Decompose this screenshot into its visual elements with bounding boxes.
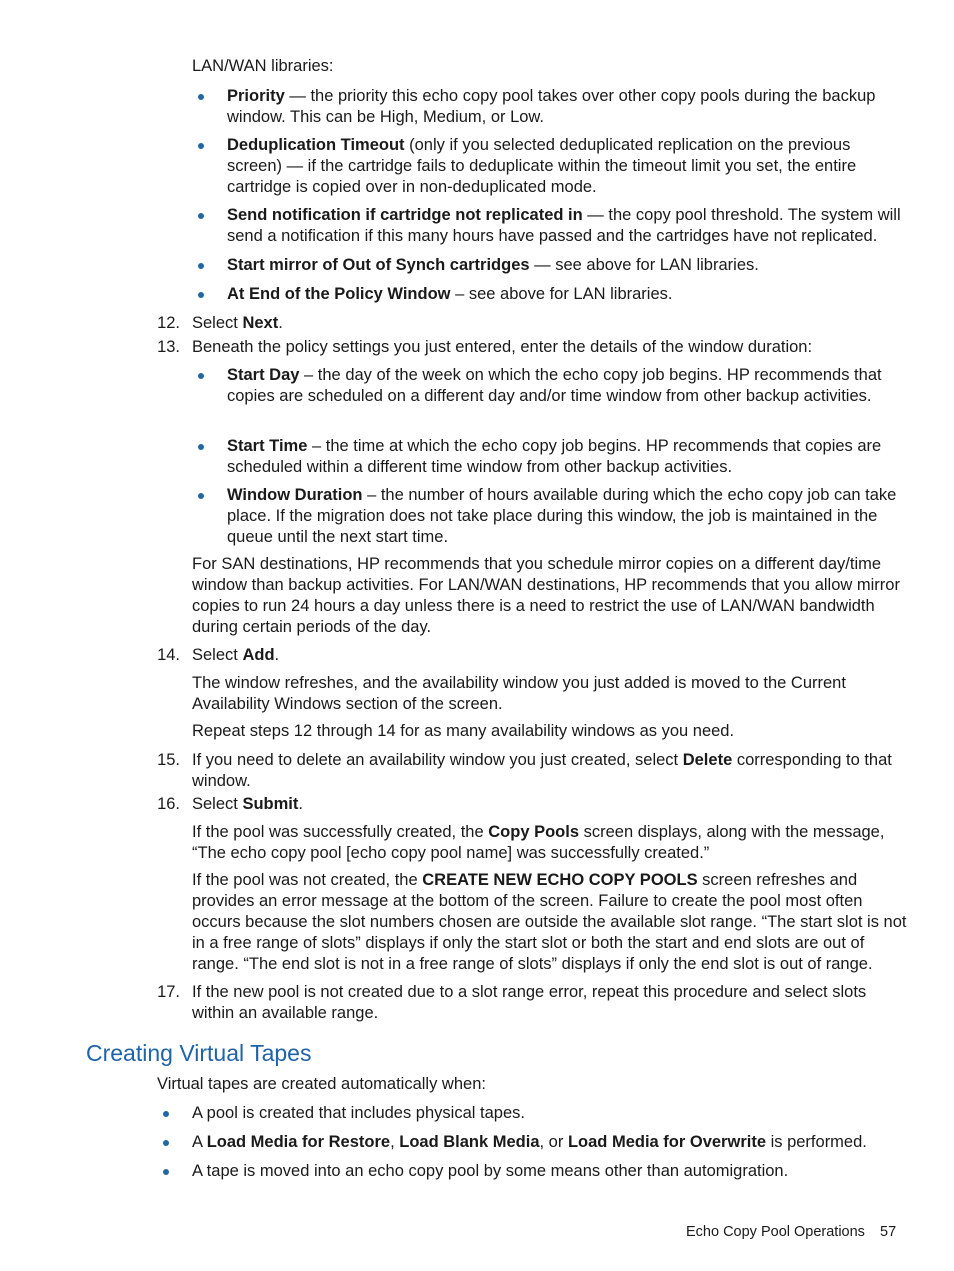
bullet-desc: – the time at which the echo copy job begins. HP recommends that copies are scheduled within a different time window from other backup activities.: [227, 437, 882, 476]
bullet-icon: [198, 493, 204, 499]
bullet-icon: [198, 263, 204, 269]
list-item: A Load Media for Restore, Load Blank Media, or Load Media for Overwrite is performed.: [192, 1133, 867, 1151]
bullet-term: Start Time: [227, 437, 308, 455]
bullet-icon: [198, 143, 204, 149]
step-number: 15.: [157, 751, 180, 769]
bullet-term: Send notification if cartridge not replicated in: [227, 206, 583, 224]
list-item: [227, 485, 907, 548]
step-number: 14.: [157, 646, 180, 664]
section-heading: Creating Virtual Tapes: [86, 1040, 312, 1066]
bullet-term: Window Duration: [227, 486, 363, 504]
step-16-success: If the pool was successfully created, the Copy Pools screen displays, along with the message, “The echo copy pool [echo copy pool name] was successfully created.”: [192, 823, 885, 862]
bullet-icon: [198, 444, 204, 450]
bullet-icon: [163, 1111, 169, 1117]
bullet-desc: — the copy pool threshold. The system will send a notification if this many hours have passed and the cartridges have not replicated.: [227, 206, 901, 245]
step-14: Select Add.: [192, 646, 280, 664]
step-number: 16.: [157, 795, 180, 813]
list-item: A pool is created that includes physical tapes.: [192, 1104, 525, 1122]
bullet-desc: (only if you selected deduplicated replication on the previous screen) — if the cartridge fails to deduplicate within the timeout limit you set, the entire cartridge is copied over in non-deduplicated mode.: [227, 136, 857, 196]
page-number: 57: [880, 1224, 897, 1240]
san-note: For SAN destinations, HP recommends that you schedule mirror copies on a different day/time window than backup activities. For LAN/WAN destinations, HP recommends that you allow mirror copies to run 24 hours a day unless there is a need to restrict the use of LAN/WAN bandwidth during certain periods of the day.: [192, 555, 900, 636]
intro-text: LAN/WAN libraries:: [192, 57, 334, 75]
list-item: [227, 255, 907, 276]
list-item: [227, 436, 907, 478]
bullet-term: Deduplication Timeout: [227, 136, 405, 154]
list-item: A tape is moved into an echo copy pool by some means other than automigration.: [192, 1162, 789, 1180]
step-14-note: The window refreshes, and the availability window you just added is moved to the Current Availability Windows section of the screen.: [192, 674, 846, 713]
bullet-icon: [198, 373, 204, 379]
step-16-failure: If the pool was not created, the CREATE NEW ECHO COPY POOLS screen refreshes and provides an error message at the bottom of the screen. Failure to create the pool most often occurs because the slot numbers chosen are outside the available slot range. “The start slot is not in a free range of slots” displays if only the start slot or both the start and end slots are out of range. “The end slot is not in a free range of slots” displays if only the end slot is out of range.: [192, 871, 907, 973]
bullet-desc: – the day of the week on which the echo copy job begins. HP recommends that copies are scheduled on a different day and/or time window from other backup activities.: [227, 366, 882, 405]
bullet-desc: — see above for LAN libraries.: [529, 256, 759, 274]
bullet-desc: – see above for LAN libraries.: [450, 285, 673, 303]
step-12: Select Next.: [192, 314, 283, 332]
step-17: If the new pool is not created due to a slot range error, repeat this procedure and select slots within an available range.: [192, 983, 867, 1022]
bullet-term: Priority: [227, 87, 285, 105]
step-16: Select Submit.: [192, 795, 303, 813]
section-intro: Virtual tapes are created automatically when:: [157, 1075, 486, 1093]
bullet-desc: — the priority this echo copy pool takes over other copy pools during the backup window. This can be High, Medium, or Low.: [227, 87, 876, 126]
footer-title: Echo Copy Pool Operations: [686, 1224, 865, 1240]
bullet-desc: – the number of hours available during which the echo copy job can take place. If the migration does not take place during this window, the job is maintained in the queue until the next start time.: [227, 486, 897, 546]
list-item: [227, 135, 907, 198]
step-14-repeat: Repeat steps 12 through 14 for as many availability windows as you need.: [192, 722, 735, 740]
bullet-term: Start mirror of Out of Synch cartridges: [227, 256, 530, 274]
step-15: If you need to delete an availability window you just created, select Delete corresponding to that window.: [192, 751, 892, 790]
bullet-icon: [198, 213, 204, 219]
bullet-icon: [198, 292, 204, 298]
step-number: 13.: [157, 338, 180, 356]
bullet-icon: [163, 1169, 169, 1175]
list-item: [227, 365, 907, 407]
list-item: [227, 205, 907, 247]
bullet-term: Start Day: [227, 366, 300, 384]
step-number: 17.: [157, 983, 180, 1001]
step-13: Beneath the policy settings you just entered, enter the details of the window duration:: [192, 338, 813, 356]
list-item: [227, 284, 907, 305]
bullet-term: At End of the Policy Window: [227, 285, 451, 303]
list-item: [227, 86, 907, 128]
bullet-icon: [198, 94, 204, 100]
step-number: 12.: [157, 314, 180, 332]
bullet-icon: [163, 1140, 169, 1146]
